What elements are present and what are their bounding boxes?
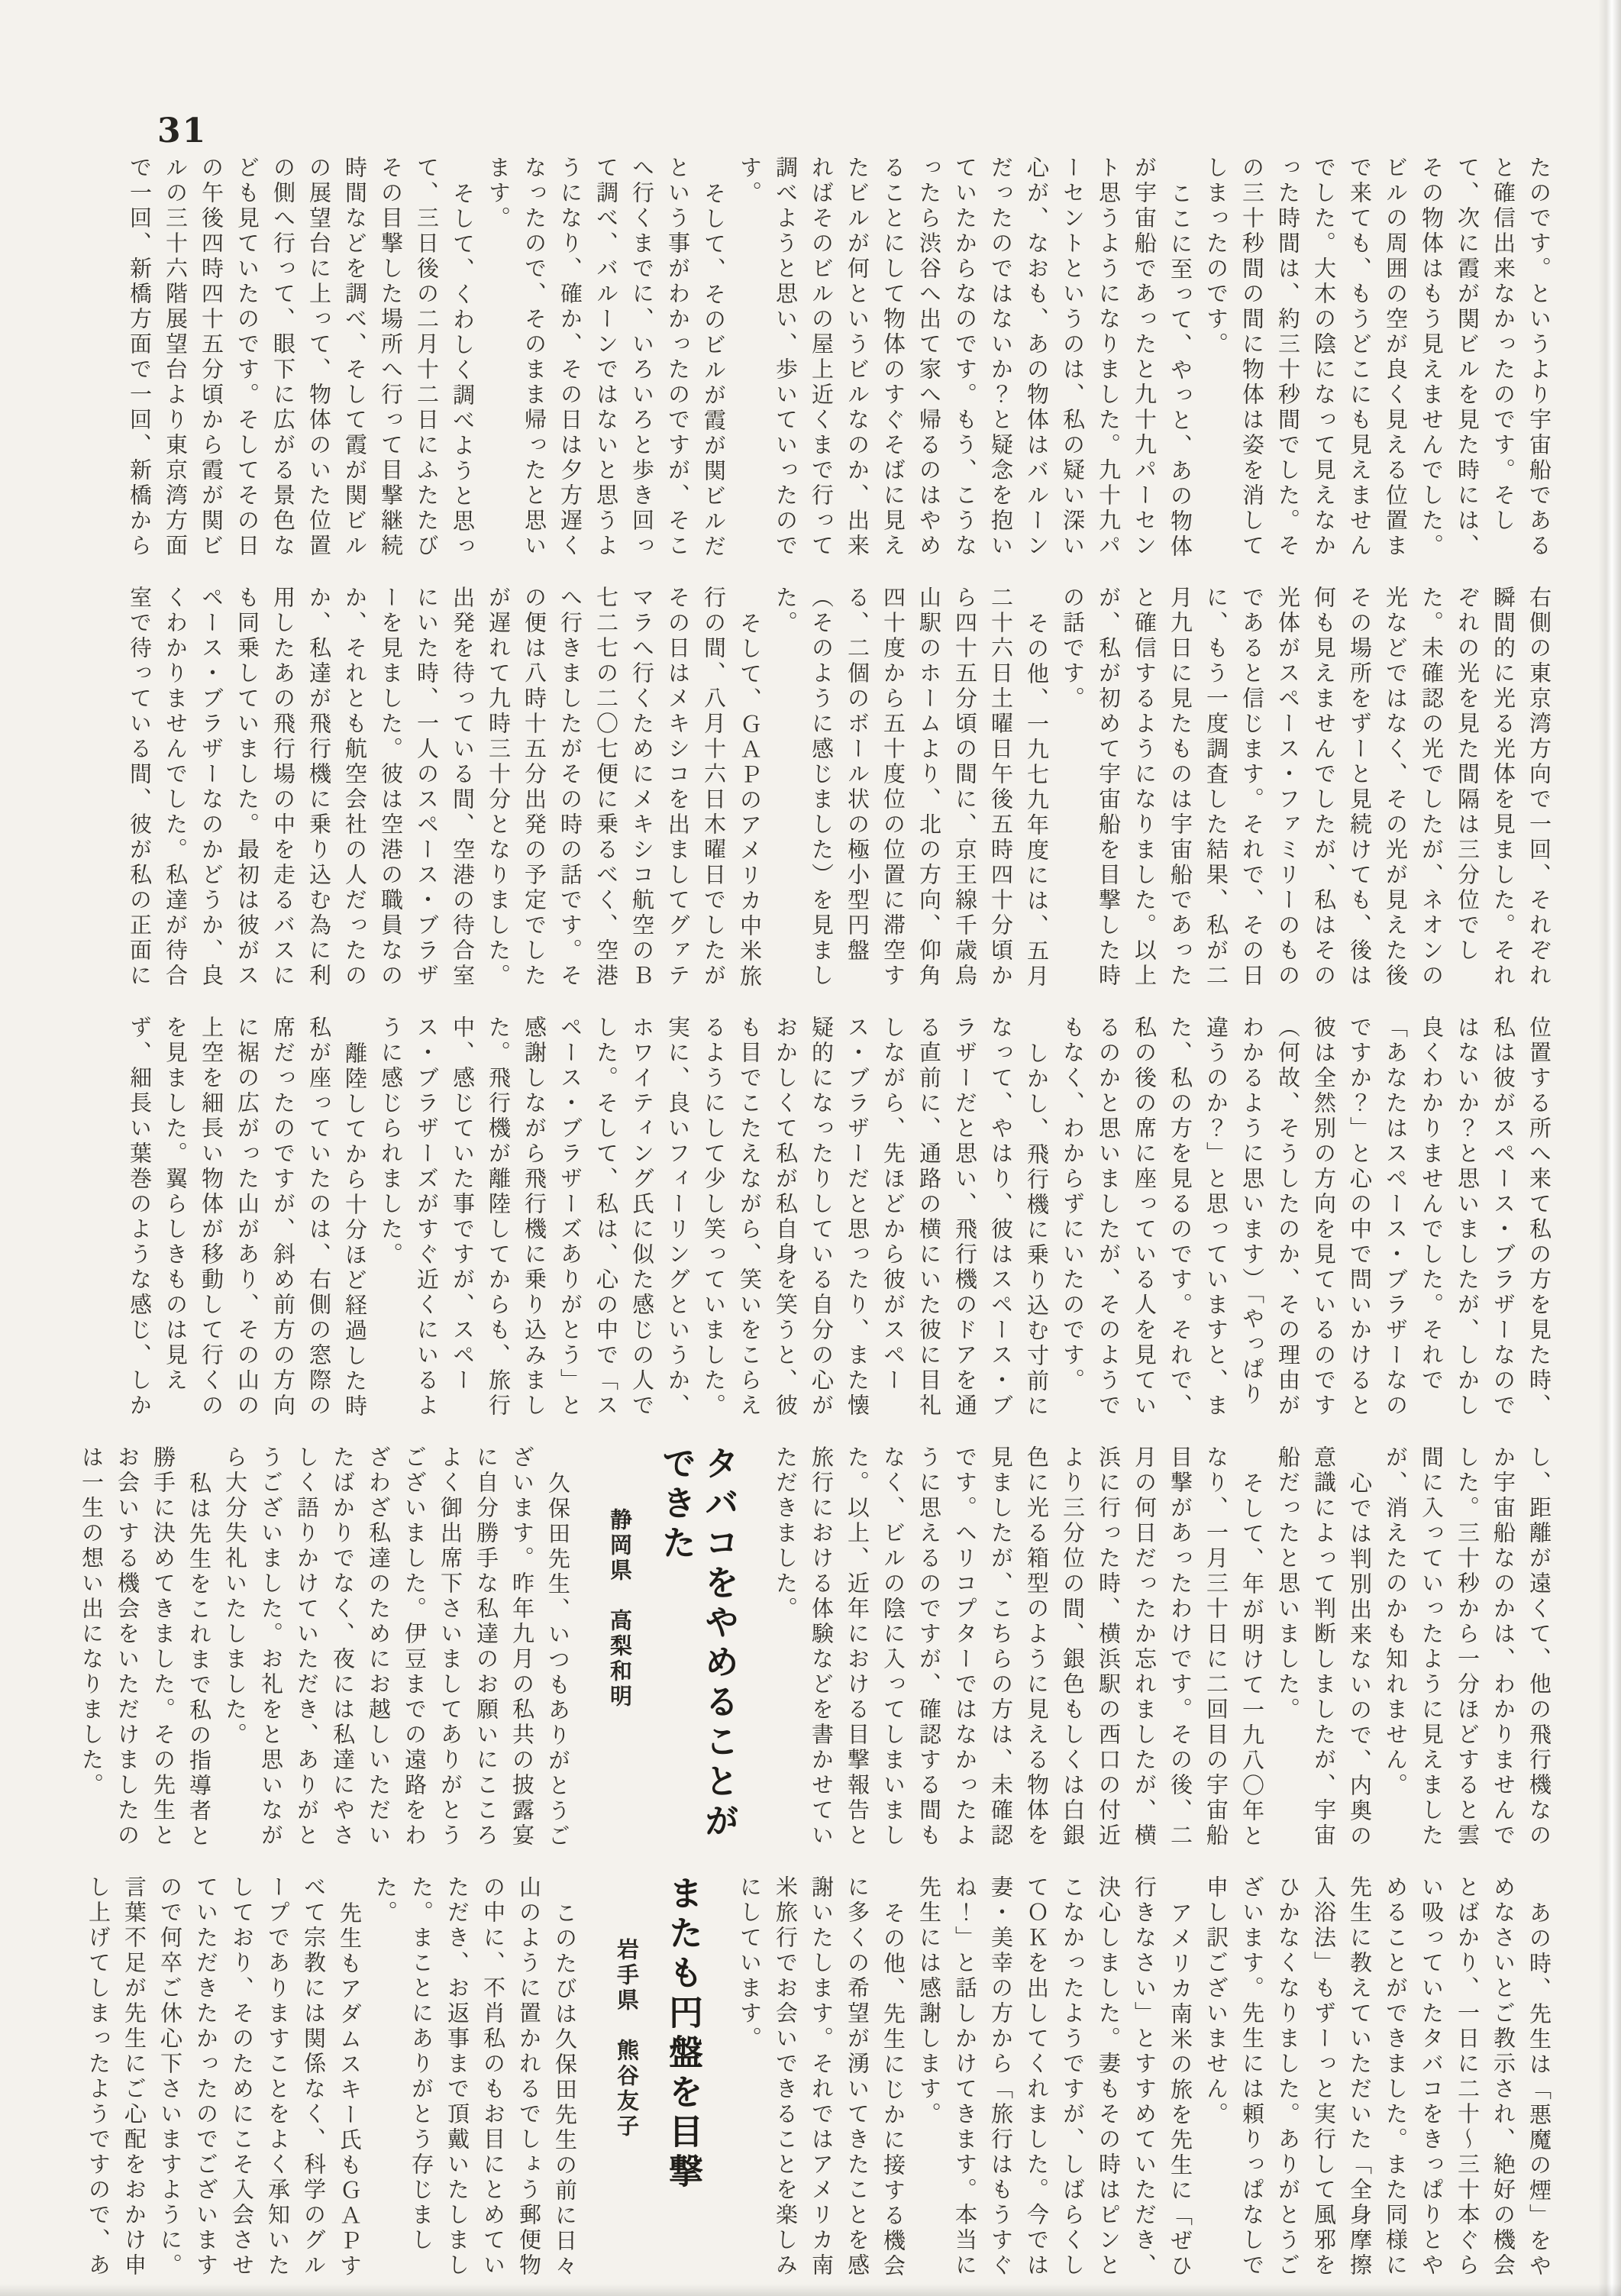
body-paragraph: 離陸してから十分ほど経過した時私が座っていたのは、右側の窓際の席だったのですが、斜め前方の方向に裾の広がった山があり、その山の上空を細長い物体が移動して行くのを見ました。翼らしきものは見えず、細長い葉巻のような感じ、しか xyxy=(127,1016,368,1419)
text-band-4 xyxy=(64,1445,1557,1856)
letter-heading-saucer-again: またも円盤を目撃 xyxy=(663,1875,703,2193)
body-paragraph: そして、そのビルが霞が関ビルだという事がわかったのですが、そこへ行くまでに、いろいろと歩き回って調べ、バルーンではないと思うようになり、確か、その日は夕方遅くなったので、そのまま帰ったと思います。 xyxy=(486,156,727,560)
text-band-1 xyxy=(64,156,1557,567)
body-paragraph: その他、先生にじかに接する機会に多くの希望が湧いてきたことを感謝いたします。それではアメリカ南米旅行でお会いできることを楽しみにしています。 xyxy=(737,1875,906,2279)
page-edge-shadow-right xyxy=(1598,0,1621,2296)
letter-heading-quit-smoking: タバコをやめることができた xyxy=(656,1445,739,1842)
letter-attribution: 静岡県 高梨和明 xyxy=(607,1508,633,1710)
page-number: 31 xyxy=(157,111,208,150)
body-paragraph: 右側の東京湾方向で一回、それぞれ瞬間的に光る光体を見ました。それぞれの光を見た間隔は三分位でした。未確認の光でしたが、ネオンの光などではなく、その光が見えた後その場所をずーと見続けても、後は何も見えませんでしたが、私はその光体がスペース・ファミリーのものであると信じます。それで、その日に、もう一度調査した結果、私が二月九日に見たものは宇宙船であったと確信するようになりました。以上が、私が初めて宇宙船を目撃した時の話です。 xyxy=(1060,586,1552,989)
body-paragraph: 先生もアダムスキー氏もＧＡＰすべて宗教には関係なく、科学のグループでありますことをよく承知いたしており、そのためにこそ入会させていただきたかったのでございますので何卒ご休心下さいますように。言葉不足が先生にご心配をおかけ申し上げてしまったようですので、あ xyxy=(86,1875,363,2279)
body-paragraph: アメリカ南米の旅を先生に「ぜひ行きなさい」とすすめていただき、決心しました。妻もその時はピンとこなかったようですが、しばらくしてＯＫを出してくれました。今では妻・美幸の方から「旅行はもうすぐね！」と話しかけてきます。本当に先生には感謝します。 xyxy=(916,1875,1193,2279)
body-paragraph: たのです。というより宇宙船であると確信出来なかったのです。そして、次に霞が関ビルを見た時には、その物体はもう見えませんでした。ビルの周囲の空が良く見える位置まで来ても、もうどこにも見えませんでした。大木の陰になって見えなかった時間は、約三十秒間でした。その三十秒間の間に物体は姿を消してしまったのです。 xyxy=(1203,156,1552,559)
text-band-5 xyxy=(64,1875,1557,2286)
body-paragraph: しかし、飛行機に乗り込む寸前になって、やはり、彼はスペース・ブラザーだと思い、飛行機のドアを通る直前に、通路の横にいた彼に目礼しながら、先ほどから彼がスペース・ブラザーだと思ったり、また懐疑的になったりしている自分の心がおかしくて私が私自身を笑うと、彼も目でこたえながら、笑いをこらえるようにして少し笑っていました。実に、良いフィーリングというか、ホワイティング氏に似た感じの人でした。そして、私は、心の中で「スペース・ブラザーズありがとう」と感謝しながら飛行機に乗り込みました。飛行機が離陸してからも、旅行中、感じていた事ですが、スペース・ブラザーズがすぐ近くにいるように感じられました。 xyxy=(378,1016,1050,1419)
body-paragraph: 私は先生をこれまで私の指導者と勝手に決めてきました。その先生とお会いする機会をいただけましたのは一生の想い出になりました。 xyxy=(79,1445,212,1849)
body-paragraph: ここに至って、やっと、あの物体が宇宙船であったと九十九パーセント思うようになりました。九十九パーセントというのは、私の疑い深い心が、なおも、あの物体はバルーンだったのではないか？と疑念を抱いていたからなのです。もう、こうなったら渋谷へ出て家へ帰るのはやめることにして物体のすぐそばに見えたビルが何というビルなのか、出来ればそのビルの屋上近くまで行って調べようと思い、歩いていったのです。 xyxy=(737,156,1193,560)
letter-attribution: 岩手県 熊谷友子 xyxy=(614,1938,640,2139)
body-paragraph: このたびは久保田先生の前に日々山のように置かれるでしょう郵便物の中に、不肖私のもお目にとめていただき、お返事まで頂戴いたしました。まことにありがとう存じました。 xyxy=(373,1875,578,2279)
page-content xyxy=(64,156,1557,2296)
body-paragraph: し、距離が遠くて、他の飛行機なのか宇宙船なのかは、わかりませんでした。三十秒から一分ほどすると雲間に入っていったように見えましたが、消えたのかも知れません。 xyxy=(1383,1445,1552,1849)
body-paragraph: あの時、先生は「悪魔の煙」をやめなさいとご教示され、絶好の機会とばかり、一日に二十〜三十本ぐらい吸っていたタバコをきっぱりとやめることができました。また同様に先生に教えていただいた「全身摩擦入浴法」もずーっと実行して風邪をひかなくなりました。ありがとうございます。先生には頼りっぱなしで申し訳ございません。 xyxy=(1203,1875,1552,2279)
body-paragraph: そして、ＧＡＰのアメリカ中米旅行の間、八月十六日木曜日でしたがその日はメキシコを出ましてグァテマラへ行くためにメキシコ航空のＢ七二七の二〇七便に乗るべく、空港へ行きましたがその時の話です。その便は八時十五分出発の予定でしたが遅れて九時三十分となりました。出発を待っている間、空港の待合室にいた時、一人のスペース・ブラザーを見ました。彼は空港の職員なのか、それとも航空会社の人だったのか、私達が飛行機に乗り込む為に利用したあの飛行場の中を走るバスにも同乗していました。最初は彼がスペース・ブラザーなのかどうか、良くわかりませんでした。私達が待合室で待っている間、彼が私の正面に xyxy=(127,586,763,990)
body-paragraph: 久保田先生、いつもありがとうございます。昨年九月の私共の披露宴に自分勝手な私達のお願いにこころよく御出席下さいましてありがとうございました。伊豆までの遠路をわざわざ私達のためにお越しいただいたばかりでなく、夜には私達にやさしく語りかけていただき、ありがとうございました。お礼をと思いながら大分失礼いたしました。 xyxy=(222,1445,571,1849)
body-paragraph: そして、くわしく調べようと思って、三日後の二月十二日にふたたびその目撃した場所へ行って目撃継続時間などを調べ、そして霞が関ビルの展望台に上って、物体のいた位置の側へ行って、眼下に広がる景色なども見ていたのです。そしてその日の午後四時四十五分頃から霞が関ビルの三十六階展望台より東京湾方面で一回、新橋方面で一回、新橋から xyxy=(127,156,476,560)
text-band-3 xyxy=(64,1016,1557,1426)
text-band-2 xyxy=(64,586,1557,996)
body-paragraph: 位置する所へ来て私の方を見た時、私は彼がスペース・ブラザーなのではないか？と思いましたが、しかし良くわかりませんでした。それで「あなたはスペース・ブラザーなのですか？」と心の中で問いかけると彼は全然別の方向を見ているのです（何故、そうしたのか、その理由がわかるように思います）「やっぱり違うのか？」と思っていますと、また、私の方を見るのです。それで、私の後の席に座っている人を見ているのかと思いましたが、そのようでもなく、わからずにいたのです。 xyxy=(1060,1016,1552,1419)
body-paragraph: その他、一九七九年度には、五月二十六日土曜日午後五時四十分頃から四十五分頃の間に、京王線千歳烏山駅のホームより、北の方向、仰角四十度から五十度位の位置に滞空する、二個のボール状の極小型円盤（そのように感じました）を見ました。 xyxy=(773,586,1050,990)
body-paragraph: 心では判別出来ないので、内奥の意識によって判断しましたが、宇宙船だったと思いました。 xyxy=(1275,1445,1373,1849)
body-paragraph: そして、年が明けて一九八〇年となり、一月三十日に二回目の宇宙船目撃があったわけです。その後、二月の何日だったか忘れましたが、横浜に行った時、横浜駅の西口の付近より三分位の間、銀色もしくは白銀色に光る箱型のように見える物体を見ましたが、こちらの方は、未確認です。ヘリコプターではなかったように思えるのですが、確認する間もなく、ビルの陰に入ってしまいました。以上、近年における目撃報告と旅行における体験などを書かせていただきました。 xyxy=(773,1445,1265,1849)
